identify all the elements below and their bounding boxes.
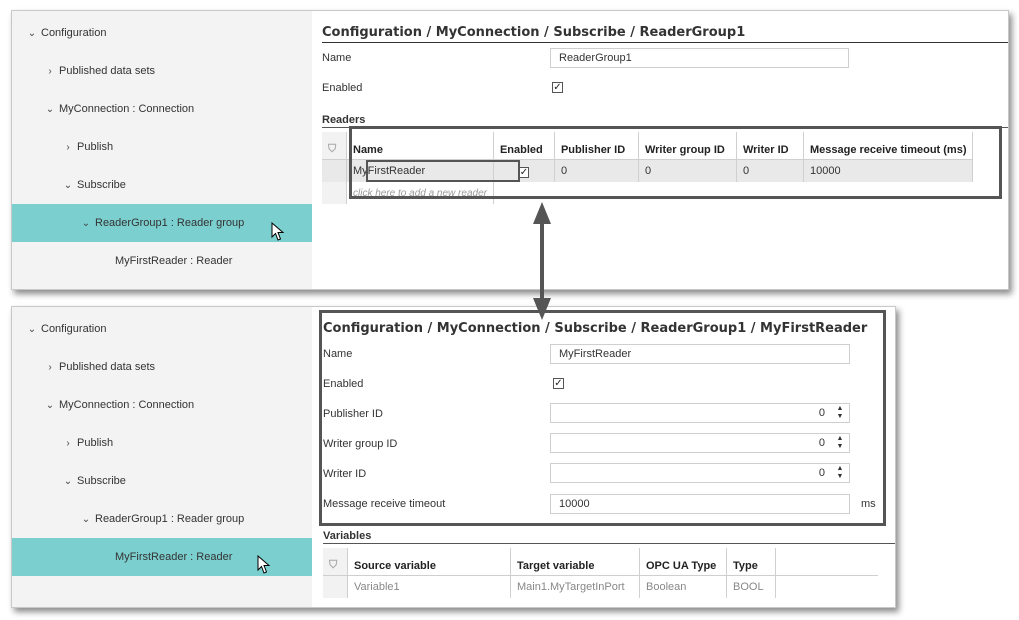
chevron-down-icon: ⌄ xyxy=(27,27,37,39)
chevron-down-icon: ⌄ xyxy=(81,217,91,229)
writer-group-id-label: Writer group ID xyxy=(323,438,398,450)
row-handle xyxy=(322,182,347,204)
column-header[interactable]: Publisher ID xyxy=(554,132,638,160)
tree-item-label: Subscribe xyxy=(77,179,126,191)
writer-id-cell[interactable]: 0 xyxy=(736,160,803,183)
row-handle[interactable] xyxy=(323,576,348,599)
type-cell[interactable]: BOOL xyxy=(727,576,776,599)
tree-item-published-data-sets[interactable] xyxy=(12,52,312,90)
source-variable-cell[interactable]: Variable1 xyxy=(348,576,511,599)
title-underline xyxy=(322,42,1008,43)
column-header-empty xyxy=(776,548,879,576)
tree-item-subscribe[interactable] xyxy=(12,462,312,500)
column-header[interactable]: Enabled xyxy=(493,132,554,160)
name-label: Name xyxy=(323,348,353,360)
double-arrow-icon xyxy=(530,202,554,320)
chevron-down-icon: ⌄ xyxy=(45,103,55,115)
variables-table xyxy=(323,548,878,598)
column-header[interactable]: Type xyxy=(727,548,776,576)
tree-item-label: MyConnection : Connection xyxy=(59,399,195,411)
tree-item-subscribe[interactable] xyxy=(12,166,312,204)
chevron-down-icon: ⌄ xyxy=(63,179,73,191)
chevron-down-icon: ⌄ xyxy=(45,399,55,411)
readers-highlight-box xyxy=(349,126,1002,199)
column-header[interactable]: Writer group ID xyxy=(638,132,736,160)
filter-icon[interactable]: ⛉ xyxy=(323,548,348,576)
tree-item-configuration[interactable] xyxy=(12,310,312,348)
tree-item-published-data-sets[interactable] xyxy=(12,348,312,386)
writer-group-id-value: 0 xyxy=(818,437,825,449)
tree-item-label: MyFirstReader : Reader xyxy=(115,551,233,563)
writer-id-label: Writer ID xyxy=(323,468,367,480)
row-handle[interactable] xyxy=(322,160,347,183)
writer-id-value: 0 xyxy=(818,467,825,479)
tree-item-myconnection[interactable] xyxy=(12,386,312,424)
page-title: Configuration / MyConnection / Subscribe / ReaderGroup1 xyxy=(322,25,746,40)
chevron-right-icon: › xyxy=(48,65,52,77)
top-panel xyxy=(11,10,1009,290)
bottom-panel xyxy=(11,306,896,608)
tree-item-label: MyConnection : Connection xyxy=(59,103,195,115)
tree-item-label: MyFirstReader : Reader xyxy=(115,255,233,267)
tree-item-label: Configuration xyxy=(41,323,107,335)
tree-item-myfirstreader[interactable] xyxy=(12,242,312,280)
name-label: Name xyxy=(322,52,352,64)
reader-name-cell[interactable]: MyFirstReader xyxy=(347,160,494,183)
tree-item-publish[interactable] xyxy=(12,128,312,166)
target-variable-cell[interactable]: Main1.MyTargetInPort xyxy=(511,576,640,599)
reader-fields-highlight-box xyxy=(319,310,886,526)
name-field[interactable]: ReaderGroup1 xyxy=(550,48,849,68)
column-header[interactable]: Writer ID xyxy=(736,132,803,160)
tree-item-label: Published data sets xyxy=(59,65,156,77)
tree-item-myconnection[interactable] xyxy=(12,90,312,128)
top-tree xyxy=(12,11,312,289)
column-header[interactable]: Name xyxy=(347,132,494,160)
variables-section-underline xyxy=(323,543,895,544)
tree-item-configuration[interactable] xyxy=(12,14,312,52)
chevron-down-icon: ⌄ xyxy=(81,513,91,525)
chevron-right-icon: › xyxy=(66,141,70,153)
enabled-label: Enabled xyxy=(322,82,363,94)
tree-item-label: Publish xyxy=(77,437,114,449)
tree-item-publish[interactable] xyxy=(12,424,312,462)
tree-item-label: Published data sets xyxy=(59,361,156,373)
timeout-label: Message receive timeout xyxy=(323,498,446,510)
column-header[interactable]: Message receive timeout (ms) xyxy=(803,132,973,160)
page-title: Configuration / MyConnection / Subscribe / ReaderGroup1 / MyFirstReader xyxy=(323,321,868,336)
chevron-right-icon: › xyxy=(66,437,70,449)
spinner-icon[interactable]: ▲ ▼ xyxy=(836,465,844,480)
tree-item-readergroup1[interactable] xyxy=(12,204,312,242)
reader-enabled-checkbox[interactable]: ✓ xyxy=(519,167,529,178)
publisher-id-cell[interactable]: 0 xyxy=(554,160,638,183)
enabled-checkbox[interactable]: ✓ xyxy=(554,378,563,389)
tree-item-label: Configuration xyxy=(41,27,107,39)
tree-item-readergroup1[interactable] xyxy=(12,500,312,538)
chevron-down-icon: ⌄ xyxy=(63,475,73,487)
spinner-icon[interactable]: ▲ ▼ xyxy=(836,435,844,450)
publisher-id-label: Publisher ID xyxy=(323,408,383,420)
enabled-checkbox[interactable]: ✓ xyxy=(553,82,562,93)
column-header[interactable]: OPC UA Type xyxy=(640,548,727,576)
timeout-field[interactable]: 10000 xyxy=(550,494,850,514)
filter-icon[interactable]: ⛉ xyxy=(322,132,347,160)
column-header[interactable]: Source variable xyxy=(348,548,511,576)
mouse-cursor-icon xyxy=(257,555,271,575)
variables-section-label: Variables xyxy=(323,530,372,542)
tree-item-label: Subscribe xyxy=(77,475,126,487)
spinner-icon[interactable]: ▲ ▼ xyxy=(836,405,844,420)
add-new-reader-link[interactable]: click here to add a new reader xyxy=(347,182,494,204)
writer-group-id-cell[interactable]: 0 xyxy=(638,160,736,183)
bottom-tree xyxy=(12,307,312,607)
publisher-id-value: 0 xyxy=(818,407,825,419)
tree-item-label: ReaderGroup1 : Reader group xyxy=(95,513,245,525)
readers-section-label: Readers xyxy=(322,114,366,126)
chevron-right-icon: › xyxy=(48,361,52,373)
opc-type-cell[interactable]: Boolean xyxy=(640,576,727,599)
table-row[interactable] xyxy=(323,576,878,599)
name-field[interactable]: MyFirstReader xyxy=(550,344,850,364)
chevron-down-icon: ⌄ xyxy=(27,323,37,335)
enabled-label: Enabled xyxy=(323,378,364,390)
column-header[interactable]: Target variable xyxy=(511,548,640,576)
tree-item-label: Publish xyxy=(77,141,114,153)
timeout-cell[interactable]: 10000 xyxy=(803,160,973,183)
tree-item-label: ReaderGroup1 : Reader group xyxy=(95,217,245,229)
timeout-unit: ms xyxy=(861,498,876,510)
mouse-cursor-icon xyxy=(271,222,285,242)
